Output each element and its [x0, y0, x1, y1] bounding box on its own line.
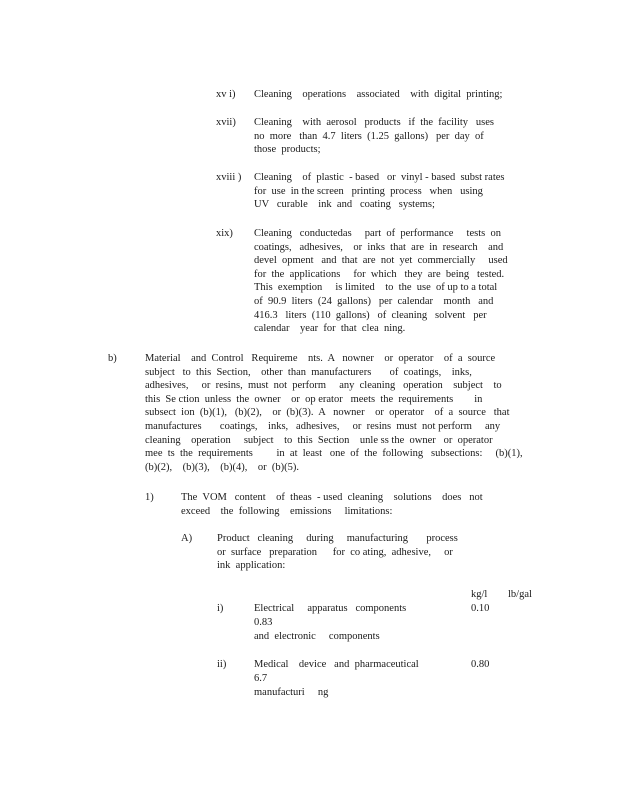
text-line: The VOM content of theas - used cleaning solutions does not [181, 492, 483, 503]
text-line: subject to this Section, other than manufacturers of coatings, inks, [145, 366, 472, 378]
text-line: subsect ion (b)(1), (b)(2), or (b)(3). A nowner or operator of a source that [145, 407, 510, 419]
unit-header-lbgal: lb/gal [508, 589, 532, 600]
subsection-1-text [181, 491, 483, 518]
text-line: or surface preparation for co ating, adhesive, or [217, 546, 453, 558]
item-xv-label: xv i) [216, 89, 236, 100]
table-row-label: ii) [217, 659, 227, 670]
text-line: Cleaning of plastic - based or vinyl - based subst rates [254, 172, 505, 183]
text-line: adhesives, or resins, must not perform any cleaning operation subject to [145, 380, 502, 392]
section-b-text [145, 352, 523, 474]
table-row-description-cont: manufacturi ng [254, 687, 329, 698]
item-xvii-label: xvii) [216, 117, 236, 128]
text-line: Product cleaning during manufacturing process [217, 533, 458, 544]
subsection-1-label: 1) [145, 492, 154, 503]
item-xv-text [254, 88, 502, 102]
text-line: for the applications for which they are being tested. [254, 268, 505, 280]
text-line: 416.3 liters (110 gallons) of cleaning solvent per [254, 309, 487, 321]
unit-header-kgl: kg/l [471, 589, 488, 600]
text-line: cleaning operation subject to this Section unle ss the owner or operator [145, 434, 493, 446]
text-line: exceed the following emissions limitations: [181, 505, 393, 517]
text-line: Material and Control Requireme nts. A nowner or operator of a source [145, 353, 496, 364]
text-line: This exemption is limited to the use of up to a total [254, 282, 498, 294]
text-line: ink application: [217, 560, 286, 572]
table-row-description: Electrical apparatus components [254, 603, 407, 614]
text-line: Cleaning operations associated with digital printing; [254, 89, 503, 100]
table-row-description-cont: and electronic components [254, 631, 380, 642]
text-line: for use in the screen printing process when using [254, 185, 483, 197]
text-line: of 90.9 liters (24 gallons) per calendar month and [254, 295, 494, 307]
table-row-kgl-value: 0.80 [471, 659, 490, 670]
table-row-lbgal-value: 0.83 [254, 617, 273, 628]
subsection-A-label: A) [181, 533, 193, 544]
item-xviii-text [254, 171, 505, 212]
table-row-kgl-value: 0.10 [471, 603, 490, 614]
text-line: mee ts the requirements in at least one of the following subsections: (b)(1), [145, 448, 523, 460]
table-row-lbgal-value: 6.7 [254, 673, 268, 684]
text-line: coatings, adhesives, or inks that are in research and [254, 241, 504, 253]
text-line: manufactures coatings, inks, adhesives, or resins must not perform any [145, 420, 501, 432]
text-line: UV curable ink and coating systems; [254, 199, 435, 211]
item-xvii-text [254, 116, 494, 157]
text-line: those products; [254, 144, 321, 156]
item-xix-text [254, 227, 508, 336]
text-line: devel opment and that are not yet commercially used [254, 255, 508, 267]
text-line: calendar year for that clea ning. [254, 323, 406, 335]
text-line: (b)(2), (b)(3), (b)(4), or (b)(5). [145, 461, 299, 473]
subsection-A-text [217, 532, 458, 573]
table-row-description: Medical device and pharmaceutical [254, 659, 419, 670]
section-b-label: b) [108, 353, 117, 364]
item-xix-label: xix) [216, 228, 233, 239]
text-line: no more than 4.7 liters (1.25 gallons) per day of [254, 130, 484, 142]
text-line: this Se ction unless the owner or op erator meets the requirements in [145, 393, 483, 405]
text-line: Cleaning with aerosol products if the facility uses [254, 117, 494, 128]
item-xviii-label: xviii ) [216, 172, 242, 183]
text-line: Cleaning conductedas part of performance tests on [254, 228, 501, 239]
table-row-label: i) [217, 603, 224, 614]
